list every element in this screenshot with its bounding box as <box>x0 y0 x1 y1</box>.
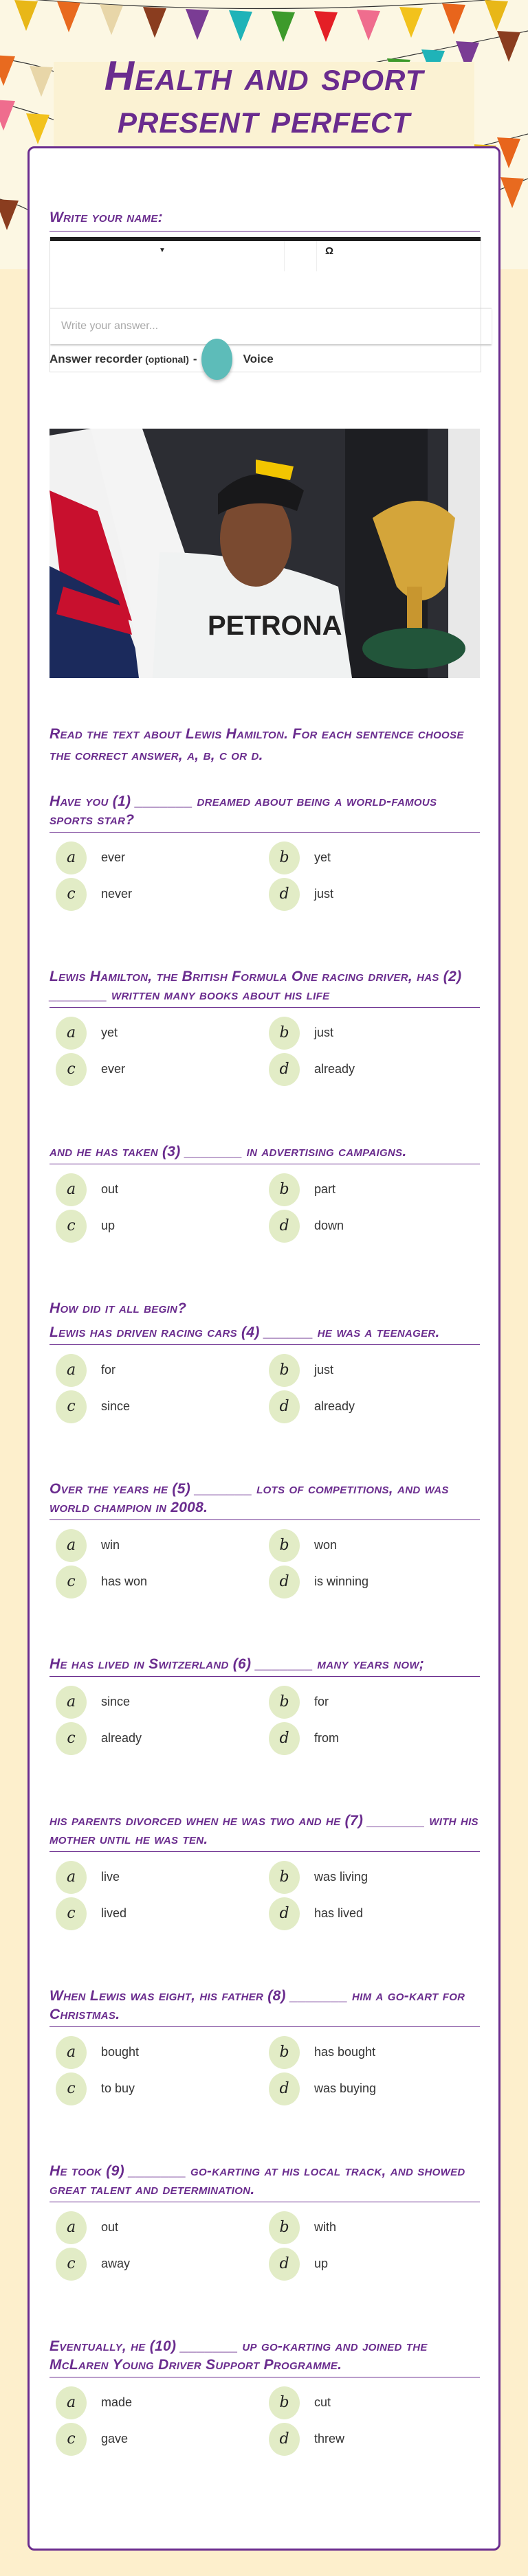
option-letter-bubble[interactable]: a <box>56 2211 87 2244</box>
option-letter-bubble[interactable]: c <box>56 1053 87 1086</box>
option-text: up <box>101 1219 116 1232</box>
question-sentence: Over the years he (5) _______ lots of competitions, and was world champion in 2008. <box>50 1481 449 1515</box>
option-letter-bubble[interactable]: c <box>56 1210 87 1243</box>
bunting-flag <box>500 177 524 208</box>
question-text <box>50 1811 480 1852</box>
bunting-flag <box>100 4 123 35</box>
option-text: win <box>101 1538 120 1552</box>
question-text <box>50 967 480 1008</box>
answer-options <box>50 1008 480 1087</box>
option-letter-bubble[interactable]: c <box>56 2423 87 2456</box>
voice-label: Voice <box>243 352 274 365</box>
option-b[interactable] <box>269 1352 482 1388</box>
option-letter-bubble[interactable]: b <box>269 2211 300 2244</box>
option-letter-bubble[interactable]: a <box>56 1017 87 1050</box>
option-text: out <box>101 1182 119 1196</box>
option-letter-bubble[interactable]: b <box>269 841 300 874</box>
option-text: part <box>314 1182 336 1196</box>
option-letter-bubble[interactable]: b <box>269 1529 300 1562</box>
answer-options <box>50 1520 480 1600</box>
option-letter-bubble[interactable]: b <box>269 1017 300 1050</box>
question-10 <box>50 2337 480 2457</box>
option-letter-bubble[interactable]: d <box>269 1210 300 1243</box>
bunting-flag <box>399 7 423 38</box>
option-b[interactable] <box>269 2034 482 2070</box>
option-c[interactable] <box>56 876 269 912</box>
option-text: out <box>101 2220 119 2234</box>
question-text <box>50 1480 480 1520</box>
question-sentence: his parents divorced when he was two and he (7) _______ with his mother until he was ten. <box>50 1813 478 1847</box>
option-text: yet <box>101 1026 118 1039</box>
section-heading: How did it all begin? <box>50 1300 187 1316</box>
option-text: gave <box>101 2432 129 2445</box>
question-9 <box>50 2162 480 2282</box>
option-c[interactable] <box>56 1720 269 1756</box>
option-text: down <box>314 1219 344 1232</box>
page-title <box>54 55 474 140</box>
worksheet-card <box>28 146 500 2551</box>
option-letter-bubble[interactable]: b <box>269 1354 300 1387</box>
option-letter-bubble[interactable]: a <box>56 1173 87 1206</box>
option-letter-bubble[interactable]: b <box>269 2036 300 2069</box>
option-text: live <box>101 1870 120 1884</box>
option-letter-bubble[interactable]: c <box>56 2248 87 2281</box>
option-letter-bubble[interactable]: d <box>269 1053 300 1086</box>
option-letter-bubble[interactable]: d <box>269 1390 300 1423</box>
option-text: for <box>101 1363 116 1377</box>
bunting-flag <box>30 66 53 97</box>
bunting-flag <box>14 0 38 31</box>
option-a[interactable] <box>56 2034 269 2070</box>
option-text: won <box>314 1538 338 1552</box>
option-letter-bubble[interactable]: c <box>56 2072 87 2105</box>
option-b[interactable] <box>269 1684 482 1720</box>
answer-options <box>50 2027 480 2107</box>
question-4 <box>50 1299 480 1425</box>
option-letter-bubble[interactable]: c <box>56 1566 87 1598</box>
question-text <box>50 2337 480 2377</box>
question-list <box>50 792 480 2512</box>
answer-options <box>50 1164 480 1244</box>
instructions: Read the text about Lewis Hamilton. For each sentence choose the correct answer, a, b, c or d. <box>50 726 464 763</box>
option-letter-bubble[interactable]: d <box>269 1897 300 1930</box>
option-b[interactable] <box>269 1859 482 1895</box>
option-text: has won <box>101 1574 148 1588</box>
answer-options <box>50 833 480 912</box>
option-a[interactable] <box>56 1015 269 1051</box>
question-text <box>50 1655 480 1677</box>
question-sentence: Lewis has driven racing cars (4) ______ he was a teenager. <box>50 1324 440 1340</box>
bunting-flag <box>0 100 15 131</box>
option-d[interactable] <box>269 2246 482 2282</box>
question-sentence: and he has taken (3) _______ in advertising campaigns. <box>50 1144 407 1160</box>
option-a[interactable] <box>56 1171 269 1208</box>
option-d[interactable] <box>269 2070 482 2107</box>
question-sentence: He has lived in Switzerland (6) _______ many years now; <box>50 1656 425 1672</box>
option-b[interactable] <box>269 839 482 876</box>
option-b[interactable] <box>269 1171 482 1208</box>
bunting-flag <box>143 7 166 38</box>
question-3 <box>50 1142 480 1244</box>
option-text: bought <box>101 2045 140 2059</box>
name-input[interactable]: Write your answer... <box>50 308 492 344</box>
option-a[interactable] <box>56 839 269 876</box>
option-text: just <box>314 887 334 901</box>
editor-toolbar <box>50 241 481 271</box>
option-c[interactable] <box>56 1895 269 1932</box>
answer-options <box>50 2377 480 2457</box>
option-a[interactable] <box>56 1684 269 1720</box>
option-letter-bubble[interactable]: a <box>56 2036 87 2069</box>
answer-recorder <box>50 343 274 376</box>
toolbar-separator <box>284 241 285 271</box>
option-text: since <box>101 1399 131 1413</box>
option-a[interactable] <box>56 1527 269 1563</box>
svg-text:PETRONA: PETRONA <box>208 611 342 641</box>
option-b[interactable] <box>269 2384 482 2421</box>
option-letter-bubble[interactable]: c <box>56 1722 87 1755</box>
answer-options <box>50 1345 480 1425</box>
option-text: to buy <box>101 2081 135 2095</box>
option-text: was living <box>314 1870 368 1884</box>
option-text: with <box>314 2220 337 2234</box>
option-text: made <box>101 2395 133 2409</box>
option-letter-bubble[interactable]: b <box>269 1861 300 1894</box>
option-c[interactable] <box>56 1388 269 1425</box>
bunting-flag <box>485 0 508 31</box>
option-text: already <box>314 1062 355 1076</box>
option-text: already <box>101 1731 142 1745</box>
bunting-flag <box>357 10 380 41</box>
option-c[interactable] <box>56 2246 269 2282</box>
recorder-label: Answer recorder <box>50 352 143 365</box>
option-letter-bubble[interactable]: a <box>56 1686 87 1719</box>
option-text: yet <box>314 850 331 864</box>
option-text: ever <box>101 850 126 864</box>
option-letter-bubble[interactable]: c <box>56 1897 87 1930</box>
option-text: lived <box>101 1906 127 1920</box>
option-letter-bubble[interactable]: d <box>269 2072 300 2105</box>
option-letter-bubble[interactable]: b <box>269 1686 300 1719</box>
bunting-flag <box>0 55 15 86</box>
bunting-flag <box>0 199 19 230</box>
option-d[interactable] <box>269 1895 482 1932</box>
answer-options <box>50 1677 480 1756</box>
option-letter-bubble[interactable]: a <box>56 841 87 874</box>
question-7 <box>50 1811 480 1932</box>
option-letter-bubble[interactable]: d <box>269 1722 300 1755</box>
option-letter-bubble[interactable]: a <box>56 1861 87 1894</box>
option-letter-bubble[interactable]: a <box>56 1529 87 1562</box>
answer-options <box>50 2202 480 2282</box>
question-sentence: Eventually, he (10) _______ up go-karting and joined the McLaren Young Driver Support Programme. <box>50 2338 428 2373</box>
option-d[interactable] <box>269 876 482 912</box>
option-c[interactable] <box>56 1051 269 1087</box>
question-text <box>50 1987 480 2027</box>
option-d[interactable] <box>269 1388 482 1425</box>
question-5 <box>50 1480 480 1600</box>
option-a[interactable] <box>56 2384 269 2421</box>
caret-down-icon[interactable]: ▼ <box>159 247 166 254</box>
bunting-flag <box>314 11 338 42</box>
option-a[interactable] <box>56 1352 269 1388</box>
option-text: was buying <box>314 2081 377 2095</box>
toolbar-separator <box>316 241 317 271</box>
option-c[interactable] <box>56 2070 269 2107</box>
question-1 <box>50 792 480 912</box>
title-line-1: Health and sport <box>104 53 424 99</box>
option-text: ever <box>101 1062 126 1076</box>
option-text: threw <box>314 2432 345 2445</box>
option-c[interactable] <box>56 1208 269 1244</box>
option-letter-bubble[interactable]: c <box>56 1390 87 1423</box>
recorder-optional: (optional) <box>145 354 189 365</box>
option-text: just <box>314 1363 334 1377</box>
question-text <box>50 1299 480 1345</box>
option-text: since <box>101 1695 131 1708</box>
recorder-dash: - <box>192 352 197 365</box>
option-a[interactable] <box>56 2209 269 2246</box>
bunting-flag <box>442 3 465 34</box>
option-letter-bubble[interactable]: c <box>56 878 87 911</box>
option-text: cut <box>314 2395 331 2409</box>
option-text: already <box>314 1399 355 1413</box>
option-text: just <box>314 1026 334 1039</box>
special-character-button[interactable]: Ω <box>325 245 334 257</box>
question-sentence: When Lewis was eight, his father (8) _______ him a go-kart for Christmas. <box>50 1988 465 2022</box>
bunting-flag <box>57 1 80 32</box>
option-text: up <box>314 2257 329 2270</box>
option-a[interactable] <box>56 1859 269 1895</box>
question-6 <box>50 1655 480 1756</box>
option-d[interactable] <box>269 2421 482 2457</box>
name-label: Write your name: <box>50 210 163 225</box>
lewis-hamilton-photo <box>50 429 480 678</box>
option-b[interactable] <box>269 2209 482 2246</box>
option-text: has lived <box>314 1906 364 1920</box>
bunting-flag <box>229 10 252 41</box>
question-2 <box>50 967 480 1087</box>
option-c[interactable] <box>56 1563 269 1600</box>
option-letter-bubble[interactable]: b <box>269 1173 300 1206</box>
option-text: is winning <box>314 1574 369 1588</box>
bunting-flag <box>272 11 295 42</box>
option-letter-bubble[interactable]: d <box>269 2423 300 2456</box>
bunting-flag <box>497 31 520 62</box>
option-text: has bought <box>314 2045 376 2059</box>
bunting-flag <box>497 137 520 168</box>
option-c[interactable] <box>56 2421 269 2457</box>
option-text: away <box>101 2257 131 2270</box>
option-text: for <box>314 1695 329 1708</box>
question-8 <box>50 1987 480 2107</box>
option-d[interactable] <box>269 1051 482 1087</box>
option-b[interactable] <box>269 1015 482 1051</box>
bunting-flag <box>26 113 50 144</box>
option-d[interactable] <box>269 1720 482 1756</box>
answer-options <box>50 1852 480 1932</box>
question-sentence: He took (9) _______ go-karting at his local track, and showed great talent and determination. <box>50 2163 465 2197</box>
question-sentence: Lewis Hamilton, the British Formula One racing driver, has (2) _______ written many books about his life <box>50 969 462 1003</box>
bunting-flag <box>186 9 209 40</box>
option-text: never <box>101 887 133 901</box>
option-d[interactable] <box>269 1208 482 1244</box>
option-text: from <box>314 1731 339 1745</box>
title-line-2: present perfect <box>117 95 411 142</box>
option-letter-bubble[interactable]: d <box>269 1566 300 1598</box>
option-letter-bubble[interactable]: a <box>56 2386 87 2419</box>
option-letter-bubble[interactable]: a <box>56 1354 87 1387</box>
question-sentence: Have you (1) _______ dreamed about being a world-famous sports star? <box>50 793 437 828</box>
question-text <box>50 2162 480 2202</box>
question-text <box>50 792 480 833</box>
voice-record-button[interactable] <box>201 339 232 380</box>
option-b[interactable] <box>269 1527 482 1563</box>
option-letter-bubble[interactable]: b <box>269 2386 300 2419</box>
option-letter-bubble[interactable]: d <box>269 878 300 911</box>
option-letter-bubble[interactable]: d <box>269 2248 300 2281</box>
option-d[interactable] <box>269 1563 482 1600</box>
question-text <box>50 1142 480 1164</box>
